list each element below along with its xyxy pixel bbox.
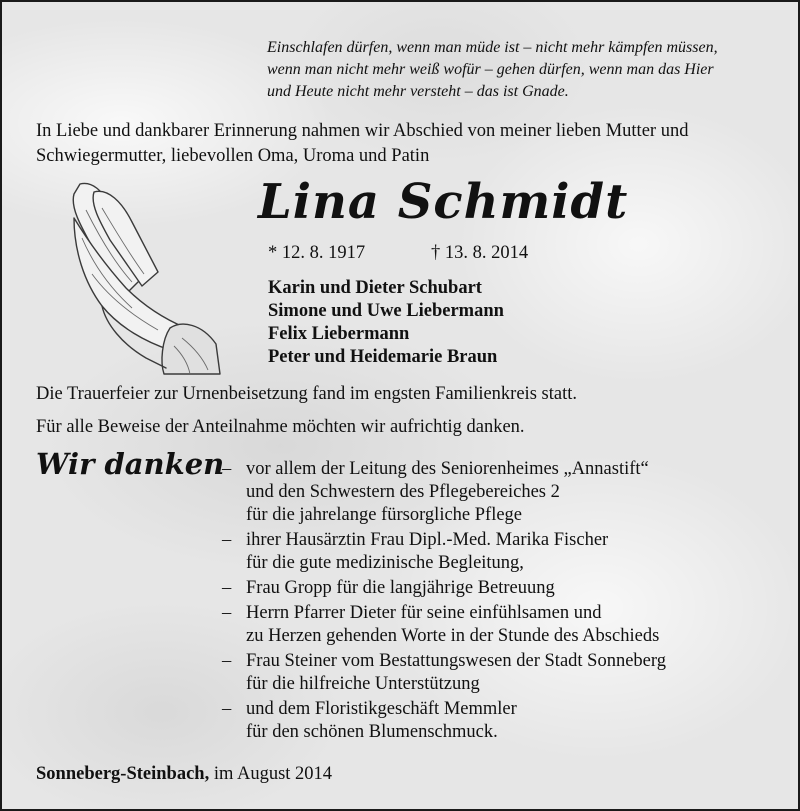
thanks-item (222, 577, 792, 600)
dash-bullet: – (222, 530, 232, 550)
ceremony-text: Die Trauerfeier zur Urnenbeisetzung fand im engsten Familienkreis statt. (36, 384, 577, 404)
gratitude-text: Für alle Beweise der Anteilnahme möchten wir aufrichtig danken. (36, 417, 525, 437)
thanks-item (222, 602, 792, 648)
poem-line: und Heute nicht mehr versteht – das ist Gnade. (267, 83, 569, 100)
dash-bullet: – (222, 578, 232, 598)
death-date: † 13. 8. 2014 (431, 243, 529, 263)
family-member: Peter und Heidemarie Braun (268, 347, 498, 367)
poem-verse (267, 37, 787, 103)
thanks-item (222, 529, 792, 575)
poem-line: Einschlafen dürfen, wenn man müde ist – nicht mehr kämpfen müssen, (267, 39, 718, 56)
family-member: Karin und Dieter Schubart (268, 278, 482, 298)
thanks-line: für die hilfreiche Unterstützung (246, 674, 480, 694)
poem-line: wenn man nicht mehr weiß wofür – gehen dürfen, wenn man das Hier (267, 61, 714, 78)
dash-bullet: – (222, 651, 232, 671)
family-member: Felix Liebermann (268, 324, 410, 344)
thanks-line: Frau Gropp für die langjährige Betreuung (246, 578, 555, 598)
family-member: Simone und Uwe Liebermann (268, 301, 504, 321)
intro-line: Schwiegermutter, liebevollen Oma, Uroma und Patin (36, 146, 430, 166)
intro-line: In Liebe und dankbarer Erinnerung nahmen wir Abschied von meiner lieben Mutter und (36, 121, 689, 141)
thanks-item (222, 650, 792, 696)
thanks-line: vor allem der Leitung des Seniorenheimes „Annastift“ (246, 459, 649, 479)
dash-bullet: – (222, 699, 232, 719)
birth-date: * 12. 8. 1917 (268, 243, 366, 263)
thanks-line: für den schönen Blumenschmuck. (246, 722, 498, 742)
intro-text (36, 119, 786, 169)
life-dates (268, 241, 608, 265)
thanks-list (222, 458, 792, 746)
family-list (268, 277, 504, 369)
footer-place: Sonneberg-Steinbach, (36, 764, 210, 784)
footer-date: im August 2014 (213, 764, 333, 784)
thanks-item (222, 458, 792, 527)
thanks-line: für die jahrelange fürsorgliche Pflege (246, 505, 523, 525)
thanks-line: und dem Floristikgeschäft Memmler (246, 699, 517, 719)
thanks-line: ihrer Hausärztin Frau Dipl.-Med. Marika Fischer (246, 530, 609, 550)
thanks-line: für die gute medizinische Begleitung, (246, 553, 524, 573)
thanks-line: Frau Steiner vom Bestattungswesen der Stadt Sonneberg (246, 651, 666, 671)
thanks-item (222, 698, 792, 744)
thanks-heading: Wir danken (36, 447, 225, 481)
thanks-line: und den Schwestern des Pflegebereiches 2 (246, 482, 560, 502)
thanks-line: Herrn Pfarrer Dieter für seine einfühlsamen und (246, 603, 602, 623)
thanks-line: zu Herzen gehenden Worte in der Stunde des Abschieds (246, 626, 660, 646)
deceased-name: Lina Schmidt (258, 174, 629, 230)
praying-hands-icon (62, 178, 222, 378)
dash-bullet: – (222, 603, 232, 623)
dash-bullet: – (222, 459, 232, 479)
footer-signature (36, 762, 332, 786)
